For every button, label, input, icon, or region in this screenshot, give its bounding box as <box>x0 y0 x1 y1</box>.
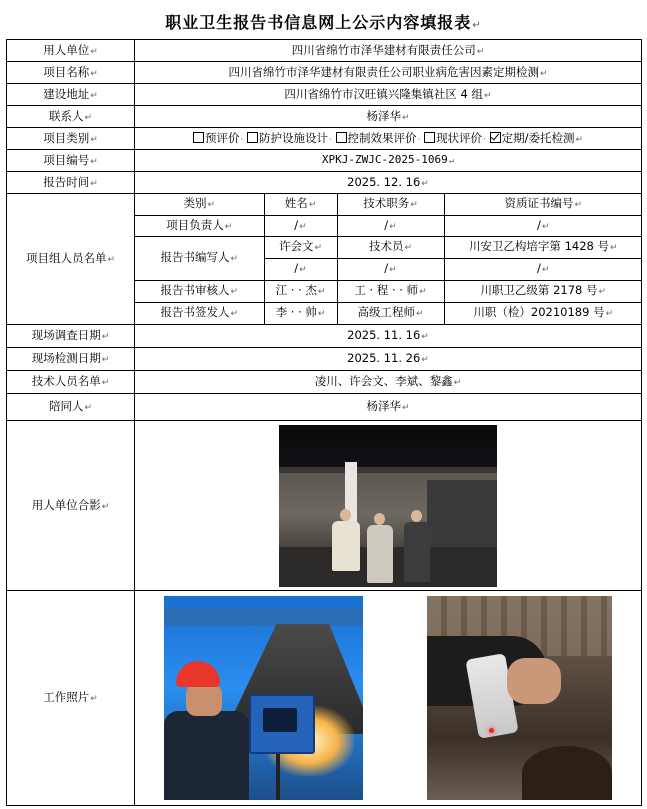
row-contact <box>7 106 642 128</box>
beam-shape <box>164 608 363 626</box>
cert-cell: 川职（检）20210189 号↵ <box>473 305 614 320</box>
title-cell: 技术员↵ <box>337 236 444 258</box>
category-options <box>135 128 642 150</box>
value-project-name: 四川省绵竹市泽华建材有限责任公司职业病危害因素定期检测↵ <box>135 62 642 84</box>
title-cell: /↵ <box>337 258 444 280</box>
info-table <box>6 39 642 806</box>
row-group-photo <box>7 421 642 591</box>
page-title: 职业卫生报告书信息网上公示内容填报表↵ <box>165 13 482 32</box>
category-option[interactable]: 预评价· <box>193 131 243 145</box>
label-address: 建设地址↵ <box>7 84 135 106</box>
value-report-time: 2025. 12. 16↵ <box>135 172 642 194</box>
hand-shape <box>507 658 561 704</box>
title-cell: 工 · 程 · · 师↵ <box>337 280 444 302</box>
tripod-shape <box>276 746 280 800</box>
name-cell: /↵ <box>264 215 337 236</box>
value-test-date: 2025. 11. 26↵ <box>135 348 642 371</box>
checkbox-icon[interactable] <box>424 132 435 143</box>
label-test-date: 现场检测日期↵ <box>7 348 135 371</box>
work-photos-cell <box>135 591 642 806</box>
team-header: 类别↵ <box>135 194 264 215</box>
helmet-icon <box>176 661 220 687</box>
sampler-device <box>249 694 315 754</box>
team-row-issuer <box>135 302 642 324</box>
checkbox-icon[interactable] <box>247 132 258 143</box>
person-head <box>411 510 422 522</box>
row-work-photos <box>7 591 642 806</box>
title-cell: 高级工程师↵ <box>337 302 444 324</box>
person-figure <box>332 521 360 571</box>
team-row-writer <box>135 236 642 258</box>
cert-cell: /↵ <box>444 258 642 280</box>
label-team: 项目组人员名单↵ <box>7 194 135 325</box>
group-photo-cell <box>135 421 642 591</box>
name-cell: /↵ <box>264 258 337 280</box>
row-project-name <box>7 62 642 84</box>
value-project-no: XPKJ-ZWJC-2025-1069↵ <box>135 150 642 172</box>
value-technicians: 凌川、许会文、李斌、黎鑫↵ <box>135 371 642 394</box>
role-issuer: 报告书签发人↵ <box>135 302 264 324</box>
label-category: 项目类别↵ <box>7 128 135 150</box>
value-contact: 杨泽华↵ <box>135 106 642 128</box>
checkbox-icon[interactable] <box>193 132 204 143</box>
row-project-no <box>7 150 642 172</box>
row-technicians <box>7 371 642 394</box>
work-photo-measurement <box>164 596 363 800</box>
name-cell: 李 · · 帅↵ <box>264 302 337 324</box>
cert-cell: 川安卫乙构培字第 1428 号↵ <box>444 236 642 258</box>
group-photo <box>279 425 497 587</box>
label-project-name: 项目名称↵ <box>7 62 135 84</box>
person-figure <box>367 525 393 583</box>
cert-cell: 川职卫乙级第 2178 号↵ <box>444 280 642 302</box>
value-escort: 杨泽华↵ <box>135 394 642 421</box>
value-survey-date: 2025. 11. 16↵ <box>135 325 642 348</box>
gate-shape <box>427 480 497 550</box>
cert-cell: /↵ <box>444 215 642 236</box>
value-address: 四川省绵竹市汉旺镇兴隆集镇社区 4 组↵ <box>135 84 642 106</box>
role-reviewer: 报告书审核人↵ <box>135 280 264 302</box>
person-head <box>374 513 385 525</box>
category-option[interactable]: 防护设施设计· <box>247 131 332 145</box>
team-header: 技术职务↵ <box>337 194 444 215</box>
work-photo-meter <box>427 596 612 800</box>
team-row-responsible <box>135 215 642 236</box>
checkbox-icon[interactable] <box>336 132 347 143</box>
worker-body <box>164 711 249 800</box>
team-header: 姓名↵ <box>264 194 337 215</box>
row-category <box>7 128 642 150</box>
label-technicians: 技术人员名单↵ <box>7 371 135 394</box>
team-header: 资质证书编号↵ <box>444 194 642 215</box>
row-address <box>7 84 642 106</box>
team-row-reviewer <box>135 280 642 302</box>
led-indicator <box>489 728 494 733</box>
role-responsible: 项目负责人↵ <box>135 215 264 236</box>
checkbox-checked-icon[interactable] <box>490 132 501 143</box>
name-cell: 江 · · 杰↵ <box>264 280 337 302</box>
row-employer <box>7 40 642 62</box>
work-photos-row <box>135 596 641 800</box>
row-team <box>7 194 642 325</box>
category-option[interactable]: 现状评价· <box>424 131 486 145</box>
category-option[interactable]: 定期/委托检测↵ <box>490 131 583 145</box>
role-writer: 报告书编写人↵ <box>135 236 264 280</box>
row-survey-date <box>7 325 642 348</box>
label-escort: 陪同人↵ <box>7 394 135 421</box>
person-figure <box>404 522 430 582</box>
label-group-photo: 用人单位合影↵ <box>7 421 135 591</box>
pit-shape <box>522 746 612 800</box>
person-head <box>340 509 351 521</box>
row-test-date <box>7 348 642 371</box>
value-employer: 四川省绵竹市泽华建材有限责任公司↵ <box>135 40 642 62</box>
team-cell <box>135 194 642 325</box>
worker-face <box>186 684 222 716</box>
team-table <box>135 194 642 324</box>
row-escort <box>7 394 642 421</box>
row-report-time <box>7 172 642 194</box>
team-header-row <box>135 194 642 215</box>
label-report-time: 报告时间↵ <box>7 172 135 194</box>
label-work-photos: 工作照片↵ <box>7 591 135 806</box>
title-cell: /↵ <box>337 215 444 236</box>
label-employer: 用人单位↵ <box>7 40 135 62</box>
label-project-no: 项目编号↵ <box>7 150 135 172</box>
label-survey-date: 现场调查日期↵ <box>7 325 135 348</box>
category-option[interactable]: 控制效果评价· <box>336 131 421 145</box>
name-cell: 许会文↵ <box>264 236 337 258</box>
label-contact: 联系人↵ <box>7 106 135 128</box>
